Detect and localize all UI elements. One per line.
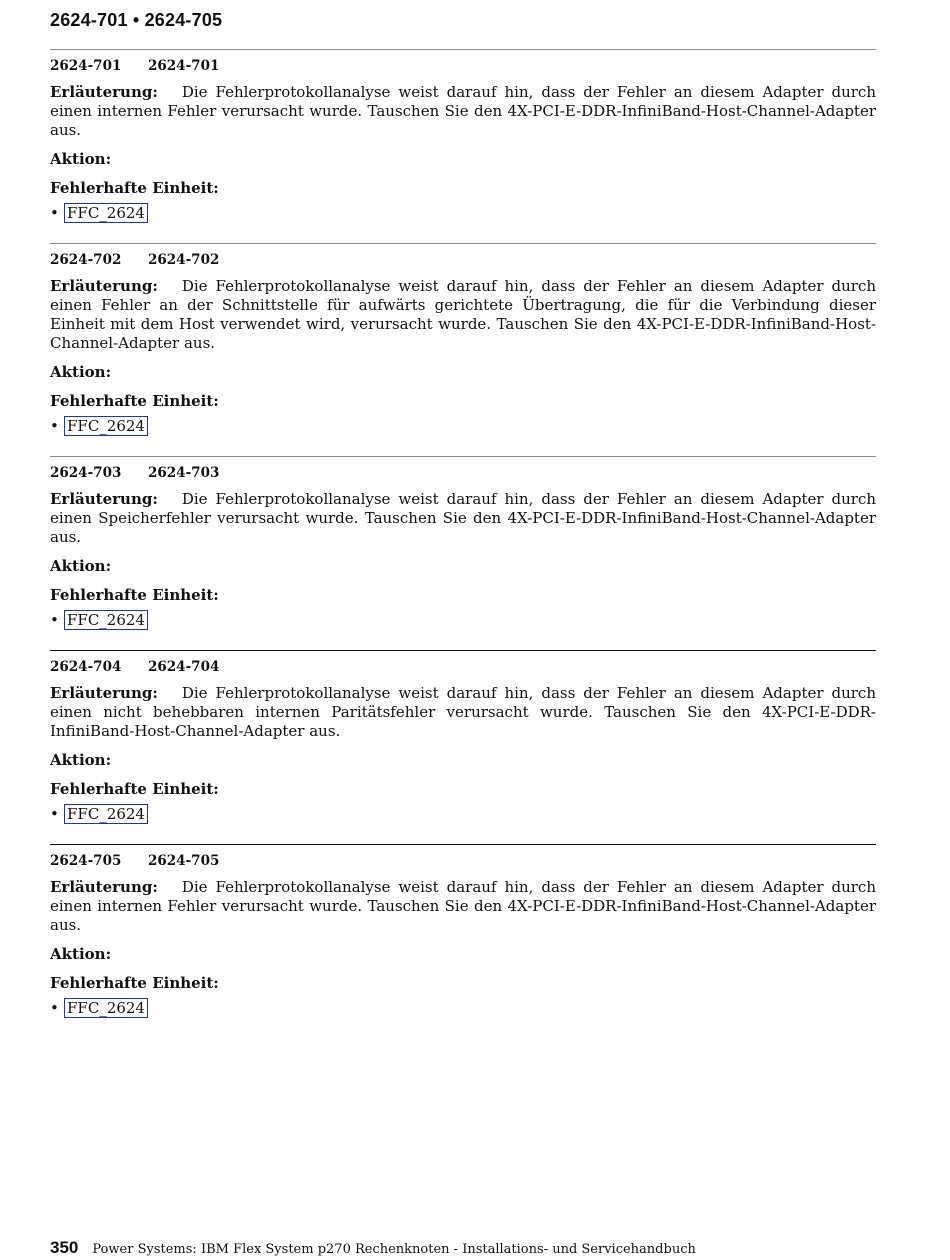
ffc-link[interactable]: FFC_2624: [64, 804, 148, 824]
explanation-text: Die Fehlerprotokollanalyse weist darauf hin, dass der Fehler an diesem Adapter durch einen Fehler an der Schnittstelle für aufwärts gerichtete Übertragung, die für die Verbindung dieser Einheit mit dem Host verwendet wird, verursacht wurde. Tauschen Sie den 4X-PCI-E-DDR-InfiniBand-Host-Channel-Adapter aus.: [50, 277, 876, 352]
failing-unit-label: Fehlerhafte Einheit:: [50, 780, 219, 798]
explanation-label: Erläuterung:: [50, 684, 158, 702]
entry-codes: [50, 852, 876, 870]
error-entry: [50, 456, 876, 630]
failing-unit-list: [50, 203, 876, 223]
failing-unit-label: Fehlerhafte Einheit:: [50, 179, 219, 197]
action-label: Aktion:: [50, 945, 112, 963]
running-head: 2624-701 • 2624-705: [50, 10, 223, 30]
explanation-label: Erläuterung:: [50, 878, 158, 896]
error-title: 2624-704: [148, 659, 220, 675]
bullet-icon: •: [50, 611, 59, 629]
bullet-icon: •: [50, 417, 59, 435]
page-footer: [50, 1238, 696, 1258]
error-code: 2624-705: [50, 853, 122, 869]
list-item: [50, 203, 876, 223]
list-item: [50, 416, 876, 436]
action-label: Aktion:: [50, 150, 112, 168]
error-code: 2624-701: [50, 58, 122, 74]
explanation-paragraph: [50, 490, 876, 547]
error-code: 2624-703: [50, 465, 122, 481]
failing-unit-list: [50, 416, 876, 436]
error-entry: [50, 243, 876, 436]
explanation-text: Die Fehlerprotokollanalyse weist darauf hin, dass der Fehler an diesem Adapter durch einen internen Fehler verursacht wurde. Tauschen Sie den 4X-PCI-E-DDR-InfiniBand-Host-Channel-Adapter aus.: [50, 878, 876, 934]
ffc-link[interactable]: FFC_2624: [64, 416, 148, 436]
explanation-paragraph: [50, 83, 876, 140]
failing-unit-label: Fehlerhafte Einheit:: [50, 974, 219, 992]
failing-unit-label: Fehlerhafte Einheit:: [50, 392, 219, 410]
explanation-text: Die Fehlerprotokollanalyse weist darauf hin, dass der Fehler an diesem Adapter durch einen internen Fehler verursacht wurde. Tauschen Sie den 4X-PCI-E-DDR-InfiniBand-Host-Channel-Adapter aus.: [50, 83, 876, 139]
bullet-icon: •: [50, 204, 59, 222]
explanation-label: Erläuterung:: [50, 490, 158, 508]
explanation-paragraph: [50, 878, 876, 935]
error-title: 2624-702: [148, 252, 220, 268]
document-page: [50, 0, 876, 1018]
entry-codes: [50, 251, 876, 269]
error-entry: [50, 650, 876, 824]
action-label: Aktion:: [50, 751, 112, 769]
error-code: 2624-702: [50, 252, 122, 268]
error-title: 2624-703: [148, 465, 220, 481]
list-item: [50, 804, 876, 824]
error-title: 2624-705: [148, 853, 220, 869]
bullet-icon: •: [50, 999, 59, 1017]
error-entry: [50, 49, 876, 223]
error-title: 2624-701: [148, 58, 220, 74]
explanation-text: Die Fehlerprotokollanalyse weist darauf hin, dass der Fehler an diesem Adapter durch einen Speicherfehler verursacht wurde. Tauschen Sie den 4X-PCI-E-DDR-InfiniBand-Host-Channel-Adapter aus.: [50, 490, 876, 546]
ffc-link[interactable]: FFC_2624: [64, 998, 148, 1018]
entry-codes: [50, 57, 876, 75]
ffc-link[interactable]: FFC_2624: [64, 610, 148, 630]
explanation-paragraph: [50, 277, 876, 353]
ffc-link[interactable]: FFC_2624: [64, 203, 148, 223]
error-code: 2624-704: [50, 659, 122, 675]
page-number: 350: [50, 1238, 79, 1257]
failing-unit-list: [50, 804, 876, 824]
explanation-text: Die Fehlerprotokollanalyse weist darauf hin, dass der Fehler an diesem Adapter durch einen nicht behebbaren internen Paritätsfehler verursacht wurde. Tauschen Sie den 4X-PCI-E-DDR-InfiniBand-Host-Channel-Adapter aus.: [50, 684, 876, 740]
entry-codes: [50, 658, 876, 676]
action-label: Aktion:: [50, 363, 112, 381]
explanation-label: Erläuterung:: [50, 277, 158, 295]
action-label: Aktion:: [50, 557, 112, 575]
error-entry: [50, 844, 876, 1018]
book-title: Power Systems: IBM Flex System p270 Rechenknoten - Installations- und Servicehandbuch: [92, 1242, 696, 1257]
entry-codes: [50, 464, 876, 482]
list-item: [50, 610, 876, 630]
failing-unit-list: [50, 998, 876, 1018]
failing-unit-list: [50, 610, 876, 630]
list-item: [50, 998, 876, 1018]
failing-unit-label: Fehlerhafte Einheit:: [50, 586, 219, 604]
explanation-label: Erläuterung:: [50, 83, 158, 101]
explanation-paragraph: [50, 684, 876, 741]
bullet-icon: •: [50, 805, 59, 823]
